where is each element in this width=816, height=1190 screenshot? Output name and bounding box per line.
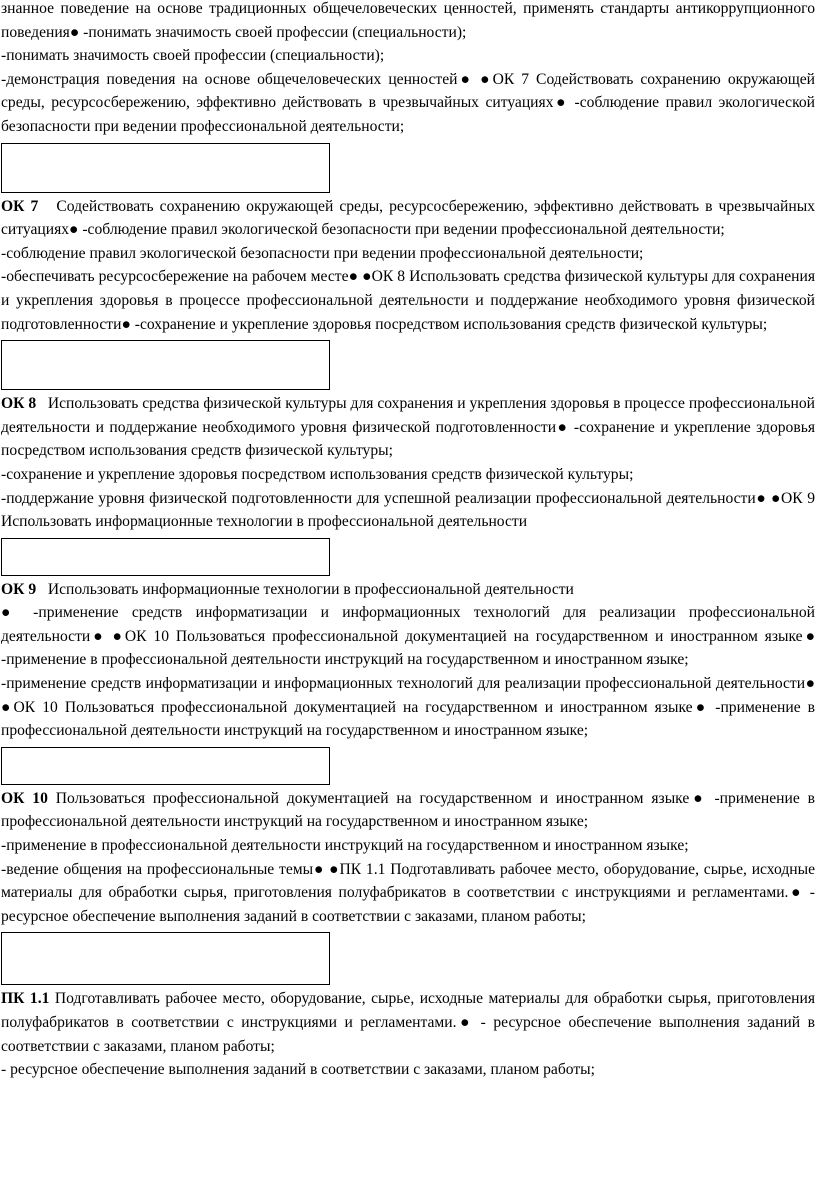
competency-block-pk11	[1, 987, 815, 1081]
competency-paragraph	[1, 987, 815, 1058]
text-paragraph: -применение средств информатизации и информационных технологий для реализации профессиональной деятельности● ●ОК 10 Пользоваться профессиональной документацией на государственном и иностранном языке● -применение в профессиональной деятельности инструкций на государственном и иностранном языке;	[1, 675, 815, 740]
text-paragraph: -применение в профессиональной деятельности инструкций на государственном и иностранном языке;	[1, 837, 689, 855]
empty-input-box[interactable]	[1, 340, 330, 390]
text-paragraph: -соблюдение правил экологической безопасности при ведении профессиональной деятельности;	[1, 244, 644, 262]
text-paragraph: -демонстрация поведения на основе общечеловеческих ценностей● ●ОК 7 Содействовать сохранению окружающей среды, ресурсосбережению, эффективно действовать в чрезвычайных ситуациях● -соблюдение правил экологической безопасности при ведении профессиональной деятельности;	[1, 70, 815, 135]
competency-paragraph	[1, 578, 815, 602]
competency-block-ok9	[1, 578, 815, 743]
competency-description: Подготавливать рабочее место, оборудование, сырье, исходные материалы для обработки сырья, приготовления полуфабрикатов в соответствии с инструкциями и регламентами.● - ресурсное обеспечение выполнения заданий в соответствии с заказами, планом работы;	[1, 990, 816, 1055]
competency-description: Использовать средства физической культуры для сохранения и укрепления здоровья в процессе профессиональной деятельности и поддержание необходимого уровня физической подготовленности● -сохранение и укрепление здоровья посредством использования средств физической культуры;	[1, 395, 815, 460]
competency-paragraph	[1, 392, 815, 463]
competency-description: Пользоваться профессиональной документацией на государственном и иностранном языке● -применение в профессиональной деятельности инструкций на государственном и иностранном языке;	[1, 789, 815, 831]
text-paragraph: - ресурсное обеспечение выполнения заданий в соответствии с заказами, планом работы;	[1, 1061, 595, 1079]
competency-description: Использовать информационные технологии в профессиональной деятельности	[47, 580, 574, 598]
competency-paragraph	[1, 195, 815, 242]
competency-code: ОК 10	[1, 789, 48, 807]
text-paragraph: -сохранение и укрепление здоровья посредством использования средств физической культуры;	[1, 465, 634, 483]
text-paragraph: -поддержание уровня физической подготовленности для успешной реализации профессиональной деятельности● ●ОК 9 Использовать информационные технологии в профессиональной деятельности	[1, 489, 815, 531]
competency-code: ОК 9	[1, 580, 37, 598]
competency-code: ОК 8	[1, 395, 37, 413]
text-paragraph: -ведение общения на профессиональные темы● ●ПК 1.1 Подготавливать рабочее место, оборудование, сырье, исходные материалы для обработки сырья, приготовления полуфабрикатов в соответствии с инструкциями и регламентами.● - ресурсное обеспечение выполнения заданий в соответствии с заказами, планом работы;	[1, 860, 815, 925]
text-paragraph: ● -применение средств информатизации и информационных технологий для реализации профессиональной деятельности● ●ОК 10 Пользоваться профессиональной документацией на государственном и иностранном языке● -применение в профессиональной деятельности инструкций на государственном и иностранном языке;	[1, 604, 815, 669]
competency-block-ok10	[1, 787, 815, 929]
competency-block-ok8	[1, 392, 815, 534]
empty-input-box[interactable]	[1, 538, 330, 576]
competency-block-ok7	[1, 195, 815, 337]
competency-code: ПК 1.1	[1, 990, 50, 1008]
empty-input-box[interactable]	[1, 143, 330, 193]
empty-input-box[interactable]	[1, 932, 330, 985]
competency-code: ОК 7	[1, 197, 39, 215]
text-paragraph: -понимать значимость своей профессии (специальности);	[1, 47, 385, 65]
competency-block-intro	[1, 0, 815, 139]
text-paragraph: -обеспечивать ресурсосбережение на рабочем месте● ●ОК 8 Использовать средства физической культуры для сохранения и укрепления здоровья в процессе профессиональной деятельности и поддержание необходимого уровня физической подготовленности● -сохранение и укрепление здоровья посредством использования средств физической культуры;	[1, 268, 815, 333]
competency-paragraph	[1, 787, 815, 834]
empty-input-box[interactable]	[1, 747, 330, 785]
competency-description: Содействовать сохранению окружающей среды, ресурсосбережению, эффективно действовать в чрезвычайных ситуациях● -соблюдение правил экологической безопасности при ведении профессиональной деятельности;	[1, 197, 816, 239]
text-paragraph: знанное поведение на основе традиционных общечеловеческих ценностей, применять стандарты антикоррупционного поведения● -понимать значимость своей профессии (специальности);	[1, 0, 815, 41]
